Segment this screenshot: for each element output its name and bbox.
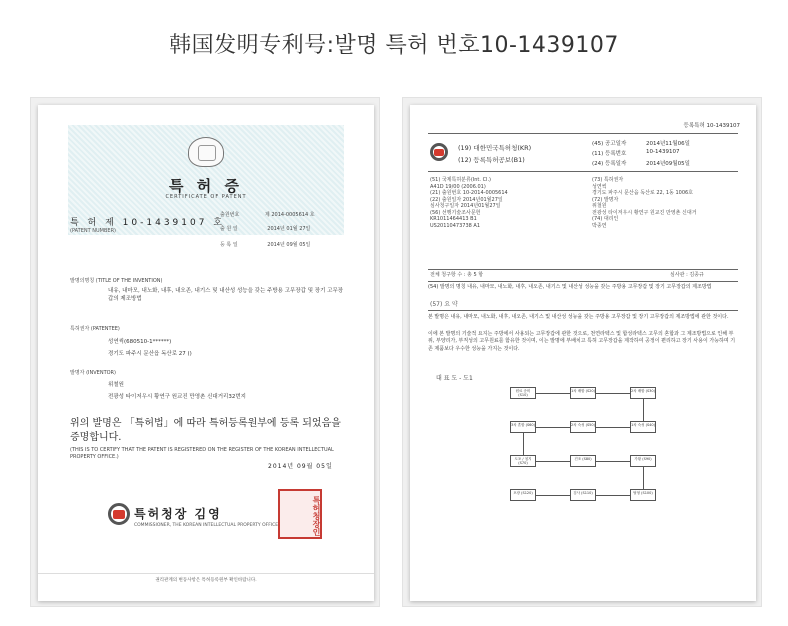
publication-header-number: 등록특허 10-1439107: [683, 123, 740, 129]
invention-title-label: 발명의명칭 (TITLE OF THE INVENTION): [70, 278, 163, 284]
office-line-1: (19) 대한민국특허청(KR): [458, 144, 532, 152]
biblio-left: [430, 177, 580, 229]
flow-step: 2차 숙성 (S50): [570, 421, 596, 433]
pub-meta-label: (24) 등록일자: [592, 161, 627, 167]
claims-divider: [428, 269, 738, 270]
commissioner-name: 특허청장 김영: [134, 507, 222, 521]
application-number-row: [220, 211, 315, 218]
flow-arrow: [536, 495, 570, 496]
inventor-address: 전광성 타이저우시 황연구 원교진 만영촌 신대거리32번지: [108, 394, 246, 400]
office-line-2: (12) 등록특허공보(B1): [458, 156, 525, 164]
patentee-address: 경기도 파주시 문산읍 독산로 27 (): [108, 351, 192, 357]
certificate-frame: [30, 97, 380, 607]
invention-title: 내유, 내마모, 내노화, 내후, 내오존, 내기스 및 내산성 성능을 갖는 주방용 고무장갑 및 장기 고무장갑의 제조방법: [108, 288, 344, 303]
declaration-text: 위의 발명은 「특허법」에 따라 특허등록원부에 등록 되었음을 증명합니다.: [70, 418, 341, 443]
biblio-line: (51) 국제특허분류(Int. Cl.): [430, 177, 491, 183]
flow-arrow: [596, 427, 630, 428]
biblio-line: 경기도 파주시 문산읍 독산로 22, 1동 1006호: [592, 190, 694, 196]
patentee-name: 성연씩(680510-1******): [108, 339, 172, 345]
biblio-line: 위철원: [592, 203, 607, 209]
pub-meta-value: 2014년11월06일: [646, 141, 690, 147]
header-divider: [428, 133, 738, 134]
flow-arrow: [596, 495, 630, 496]
certificate-date: 2014년 09월 05일: [268, 463, 333, 470]
patent-number: 특 허 제 10-1439107 호: [70, 218, 226, 228]
flow-step: 검사 (S110): [570, 489, 596, 501]
filing-date-row: [220, 225, 310, 232]
claims-count: 전체 청구항 수 : 총 5 항: [430, 272, 484, 278]
certificate-subtitle: CERTIFICATE OF PATENT: [165, 194, 247, 200]
meta-value: 제 2014-0005614 호: [264, 212, 315, 218]
abstract-heading: (57) 요 약: [430, 301, 458, 308]
biblio-line: US20110473738 A1: [430, 222, 481, 229]
flow-step: 3차 혼합 (S60): [510, 421, 536, 433]
meta-label: 출원번호: [220, 212, 240, 218]
pub-meta-value: 10-1439107: [646, 149, 680, 155]
certificate-title: 특 허 증: [169, 177, 243, 195]
biblio-line: (21) 출원번호 10-2014-0005614: [430, 190, 508, 196]
inventor-name: 위철원: [108, 382, 124, 388]
commissioner-title-en: COMMISSIONER, THE KOREAN INTELLECTUAL PROPERTY OFFICE: [134, 523, 279, 528]
abstract-divider: [428, 310, 738, 311]
certificate-footer: 권리관계의 변동사항은 특허등록원부 확인바랍니다.: [38, 573, 374, 583]
process-flowchart: [510, 387, 710, 517]
abstract-paragraph-2: 이에 본 발명의 기술적 요지는 주방에서 사용되는 고무장갑에 관한 것으로, 천연라텍스 및 합성라텍스 고무의 혼합과 그 제조방법으로 인해 부위, 부양리가, 부직성의 고무원료를 함유한 것이며, 이는 발명에 부배치고 특허 고무장갑을 제작하여 공정이 편리하고 장기 사용이 가능하며 기존 제품보다 우수한 성능을 가지는 것이다.: [428, 331, 736, 352]
flow-step: 가황 (S90): [630, 455, 656, 467]
flow-step: 원료 준비(S10): [510, 387, 536, 399]
flow-arrow: [643, 399, 644, 421]
patent-number-en: (PATENT NUMBER): [70, 228, 117, 234]
biblio-line: 심사청구일자 2014년01월27일: [430, 203, 501, 209]
pub-meta-value: 2014년09월05일: [646, 161, 690, 167]
patent-certificate: [38, 105, 374, 601]
declaration-text-en: (THIS IS TO CERTIFY THAT THE PATENT IS REGISTERED ON THE REGISTER OF THE KOREAN INTELLECTUAL PROPERTY OFFICE.): [70, 447, 334, 460]
flow-step: 건조 (S80): [570, 455, 596, 467]
abstract-paragraph-1: 본 발명은 내유, 내마모, 내노화, 내후, 내오존, 내기스 및 내산성 성능을 갖는 주방용 고무장갑 및 장기 고무장갑의 제조방법에 관한 것이다.: [428, 314, 729, 320]
biblio-line: 성연씩: [592, 183, 607, 190]
biblio-line: KR1011464413 B1: [430, 216, 477, 222]
page-title: 韩国发明专利号:발명 특허 번호10-1439107: [169, 33, 619, 58]
official-seal: 특허청장인: [278, 489, 322, 539]
meta-value: 2014년 09월 05일: [267, 242, 311, 248]
invention-title: (54) 발명의 명칭 내유, 내마모, 내노화, 내후, 내오존, 내기스 및 내산성 성능을 갖는 주방용 고무장갑 및 장기 고무장갑의 제조방법: [428, 284, 712, 290]
flow-step: 탈형 (S100): [630, 489, 656, 501]
biblio-line: 전광성 타이저우시 황연구 원교진 만영촌 신대거: [592, 209, 697, 216]
examiner: 심사관 : 김종규: [670, 272, 704, 278]
biblio-right: [592, 177, 742, 229]
biblio-line: (74) 대리인: [592, 216, 619, 222]
figure-label: 대 표 도 - 도1: [436, 375, 473, 382]
patentee-label: 특허권자 (PATENTEE): [70, 326, 120, 332]
biblio-line: (22) 출원일자 2014년01월27일: [430, 196, 503, 203]
pub-meta-label: (45) 공고일자: [592, 141, 627, 147]
patent-publication: [410, 105, 756, 601]
flow-arrow: [596, 393, 630, 394]
flow-arrow: [523, 433, 524, 455]
national-emblem-icon: [188, 137, 224, 167]
biblio-line: (72) 발명자: [592, 196, 619, 203]
biblio-line: (73) 특허권자: [592, 177, 624, 183]
flow-arrow: [536, 427, 570, 428]
flow-step: 1차 숙성 (S40): [630, 421, 656, 433]
flow-step: 1차 배합 (S20): [570, 387, 596, 399]
biblio-line: 박종연: [592, 222, 607, 229]
biblio-line: A41D 19/00 (2006.01): [430, 183, 486, 190]
biblio-divider: [428, 171, 738, 172]
flow-step: 2차 배합 (S30): [630, 387, 656, 399]
inventor-label: 발명자 (INVENTOR): [70, 370, 116, 376]
title-divider: [428, 281, 738, 282]
pub-meta-label: (11) 등록번호: [592, 151, 627, 157]
kipo-logo-icon: [108, 503, 130, 525]
meta-value: 2014년 01월 27일: [267, 226, 311, 232]
meta-label: 출 원 일: [220, 226, 238, 232]
kipo-logo-icon: [430, 143, 448, 161]
publication-frame: [402, 97, 762, 607]
flow-arrow: [643, 467, 644, 489]
flow-step: 포장 (S120): [510, 489, 536, 501]
flow-step: 도포 / 침지 (S70): [510, 455, 536, 467]
registration-date-row: [220, 241, 310, 248]
meta-label: 등 록 일: [220, 242, 238, 248]
flow-arrow: [536, 393, 570, 394]
flow-arrow: [596, 461, 630, 462]
flow-arrow: [536, 461, 570, 462]
biblio-line: (56) 선행기술조사문헌: [430, 209, 481, 216]
